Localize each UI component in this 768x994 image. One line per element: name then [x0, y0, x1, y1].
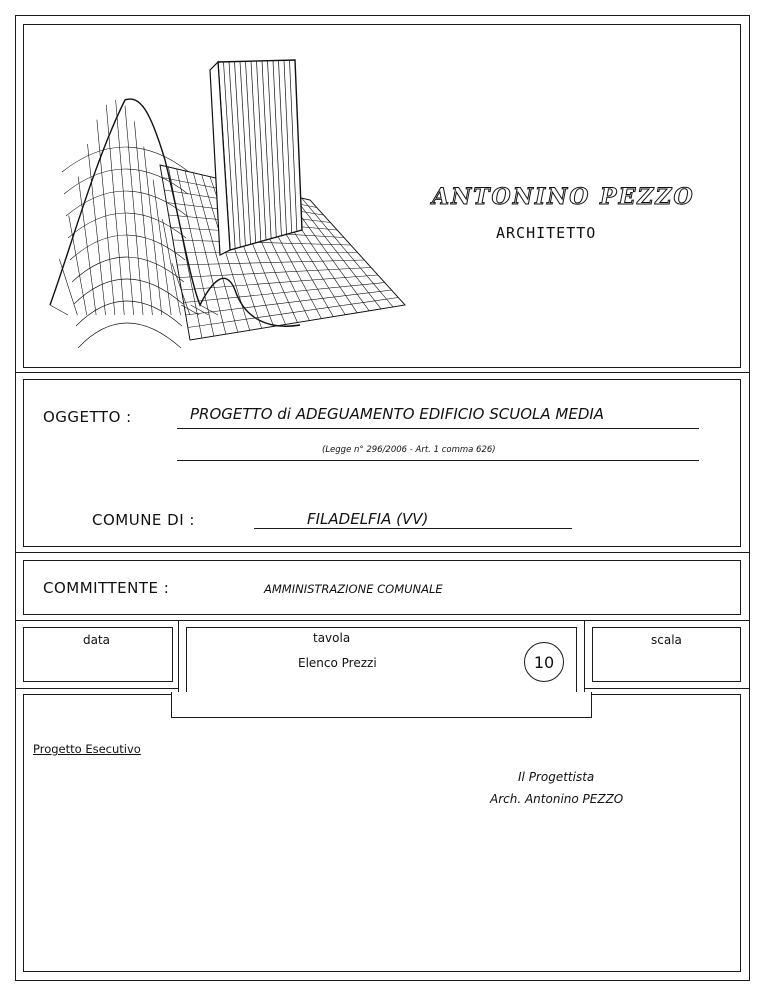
section-divider [585, 688, 750, 689]
section-divider [15, 372, 750, 373]
project-phase: Progetto Esecutivo [33, 742, 141, 756]
tavola-title: Elenco Prezzi [298, 656, 377, 670]
section-divider [15, 688, 178, 689]
municipality-label: COMUNE DI : [92, 511, 195, 529]
municipality-underline [254, 528, 572, 529]
section-divider [15, 552, 750, 553]
date-label: data [83, 633, 111, 647]
wireframe-surface-logo-icon [40, 50, 415, 360]
tavola-number-badge [524, 642, 564, 682]
subject-note: (Legge n° 296/2006 - Art. 1 comma 626) [322, 445, 496, 455]
client-label: COMMITTENTE : [43, 579, 170, 597]
subject-underline [177, 428, 699, 429]
client-value: AMMINISTRAZIONE COMUNALE [264, 582, 443, 596]
designer-name: Arch. Antonino PEZZO [490, 792, 624, 806]
designer-label: Il Progettista [518, 770, 595, 784]
architect-name: ANTONINO PEZZO [432, 184, 695, 210]
architect-title: ARCHITETTO [496, 224, 597, 242]
footer-notch [171, 692, 592, 718]
subject-note-underline [177, 460, 699, 461]
municipality-value: FILADELFIA (VV) [307, 510, 429, 528]
subject-value: PROGETTO di ADEGUAMENTO EDIFICIO SCUOLA MEDIA [190, 405, 605, 423]
subject-label: OGGETTO : [43, 408, 132, 426]
tavola-number: 10 [533, 652, 555, 672]
scale-label: scala [651, 633, 682, 647]
tavola-label: tavola [313, 631, 351, 645]
footer-panel [23, 694, 741, 972]
